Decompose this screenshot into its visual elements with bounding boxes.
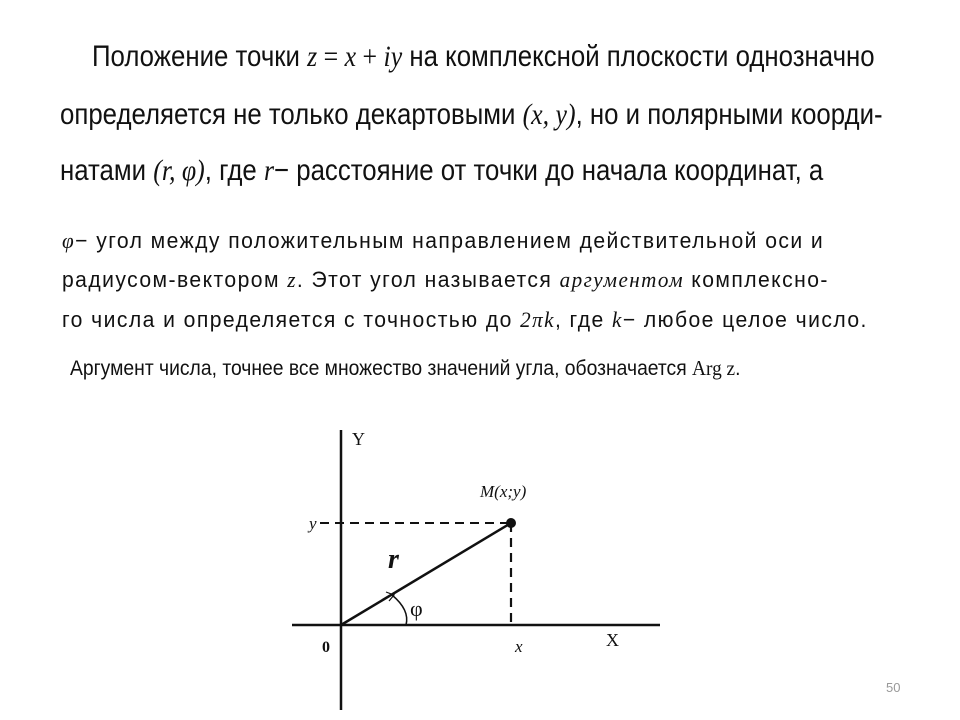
angle-arc bbox=[392, 595, 407, 625]
text: натами bbox=[60, 154, 154, 187]
x-axis-label: X bbox=[606, 630, 619, 650]
paragraph2-line2 bbox=[62, 267, 829, 293]
math-xy: (x, y) bbox=[522, 98, 576, 131]
math-k: k bbox=[612, 307, 623, 332]
paragraph1-line2 bbox=[60, 98, 883, 132]
text: , где bbox=[554, 307, 613, 332]
text: на комплексной плоскости однозначно bbox=[402, 40, 875, 73]
text: радиусом-вектором bbox=[62, 267, 288, 292]
text: комплексно- bbox=[683, 267, 829, 292]
math-x: x bbox=[344, 40, 357, 73]
paragraph2-line1 bbox=[62, 228, 824, 254]
text: − любое целое число. bbox=[622, 307, 868, 332]
page-number: 50 bbox=[886, 680, 901, 695]
text: числа, точнее все множество значений угла, обозначается bbox=[153, 357, 693, 380]
term-argument: аргументом bbox=[559, 267, 684, 292]
point-m bbox=[506, 518, 516, 528]
math-2pik: 2πk bbox=[520, 307, 555, 332]
text: го числа и определяется с точностью до bbox=[62, 307, 521, 332]
text: , где bbox=[204, 154, 264, 187]
polar-coordinates-diagram bbox=[260, 420, 680, 720]
text: Положение точки bbox=[92, 40, 308, 73]
paragraph1-line1 bbox=[92, 40, 875, 74]
text: , но и полярными коорди- bbox=[575, 98, 883, 131]
text: определяется не только декартовыми bbox=[60, 98, 523, 131]
origin-label: 0 bbox=[322, 639, 330, 656]
angle-label: φ bbox=[410, 596, 423, 621]
math-z: z bbox=[287, 267, 297, 292]
math-r: r bbox=[263, 154, 274, 187]
paragraph1-line3 bbox=[60, 154, 823, 188]
math-z: z bbox=[307, 40, 318, 73]
radius-label: r bbox=[388, 544, 399, 575]
text: − угол между положительным направлением действительной оси и bbox=[75, 228, 825, 253]
text: Аргумент bbox=[70, 357, 154, 380]
paragraph2-line3 bbox=[62, 307, 868, 333]
math-arg-z: Arg z bbox=[692, 356, 736, 380]
text: − расстояние от точки до начала координат, а bbox=[273, 154, 824, 187]
math-phi: φ bbox=[62, 228, 76, 253]
y-axis-label: Y bbox=[352, 429, 365, 449]
point-label: M(x;y) bbox=[480, 482, 527, 501]
radius-vector bbox=[341, 523, 511, 625]
x-tick-label: x bbox=[515, 637, 523, 656]
text: . bbox=[735, 357, 741, 380]
paragraph3 bbox=[70, 356, 741, 381]
math-plus: + bbox=[356, 40, 384, 73]
text: . Этот угол называется bbox=[296, 267, 560, 292]
math-eq: = bbox=[317, 40, 345, 73]
math-r-phi: (r, φ) bbox=[153, 154, 205, 187]
math-iy: iy bbox=[383, 40, 403, 73]
y-tick-label: y bbox=[309, 514, 317, 533]
